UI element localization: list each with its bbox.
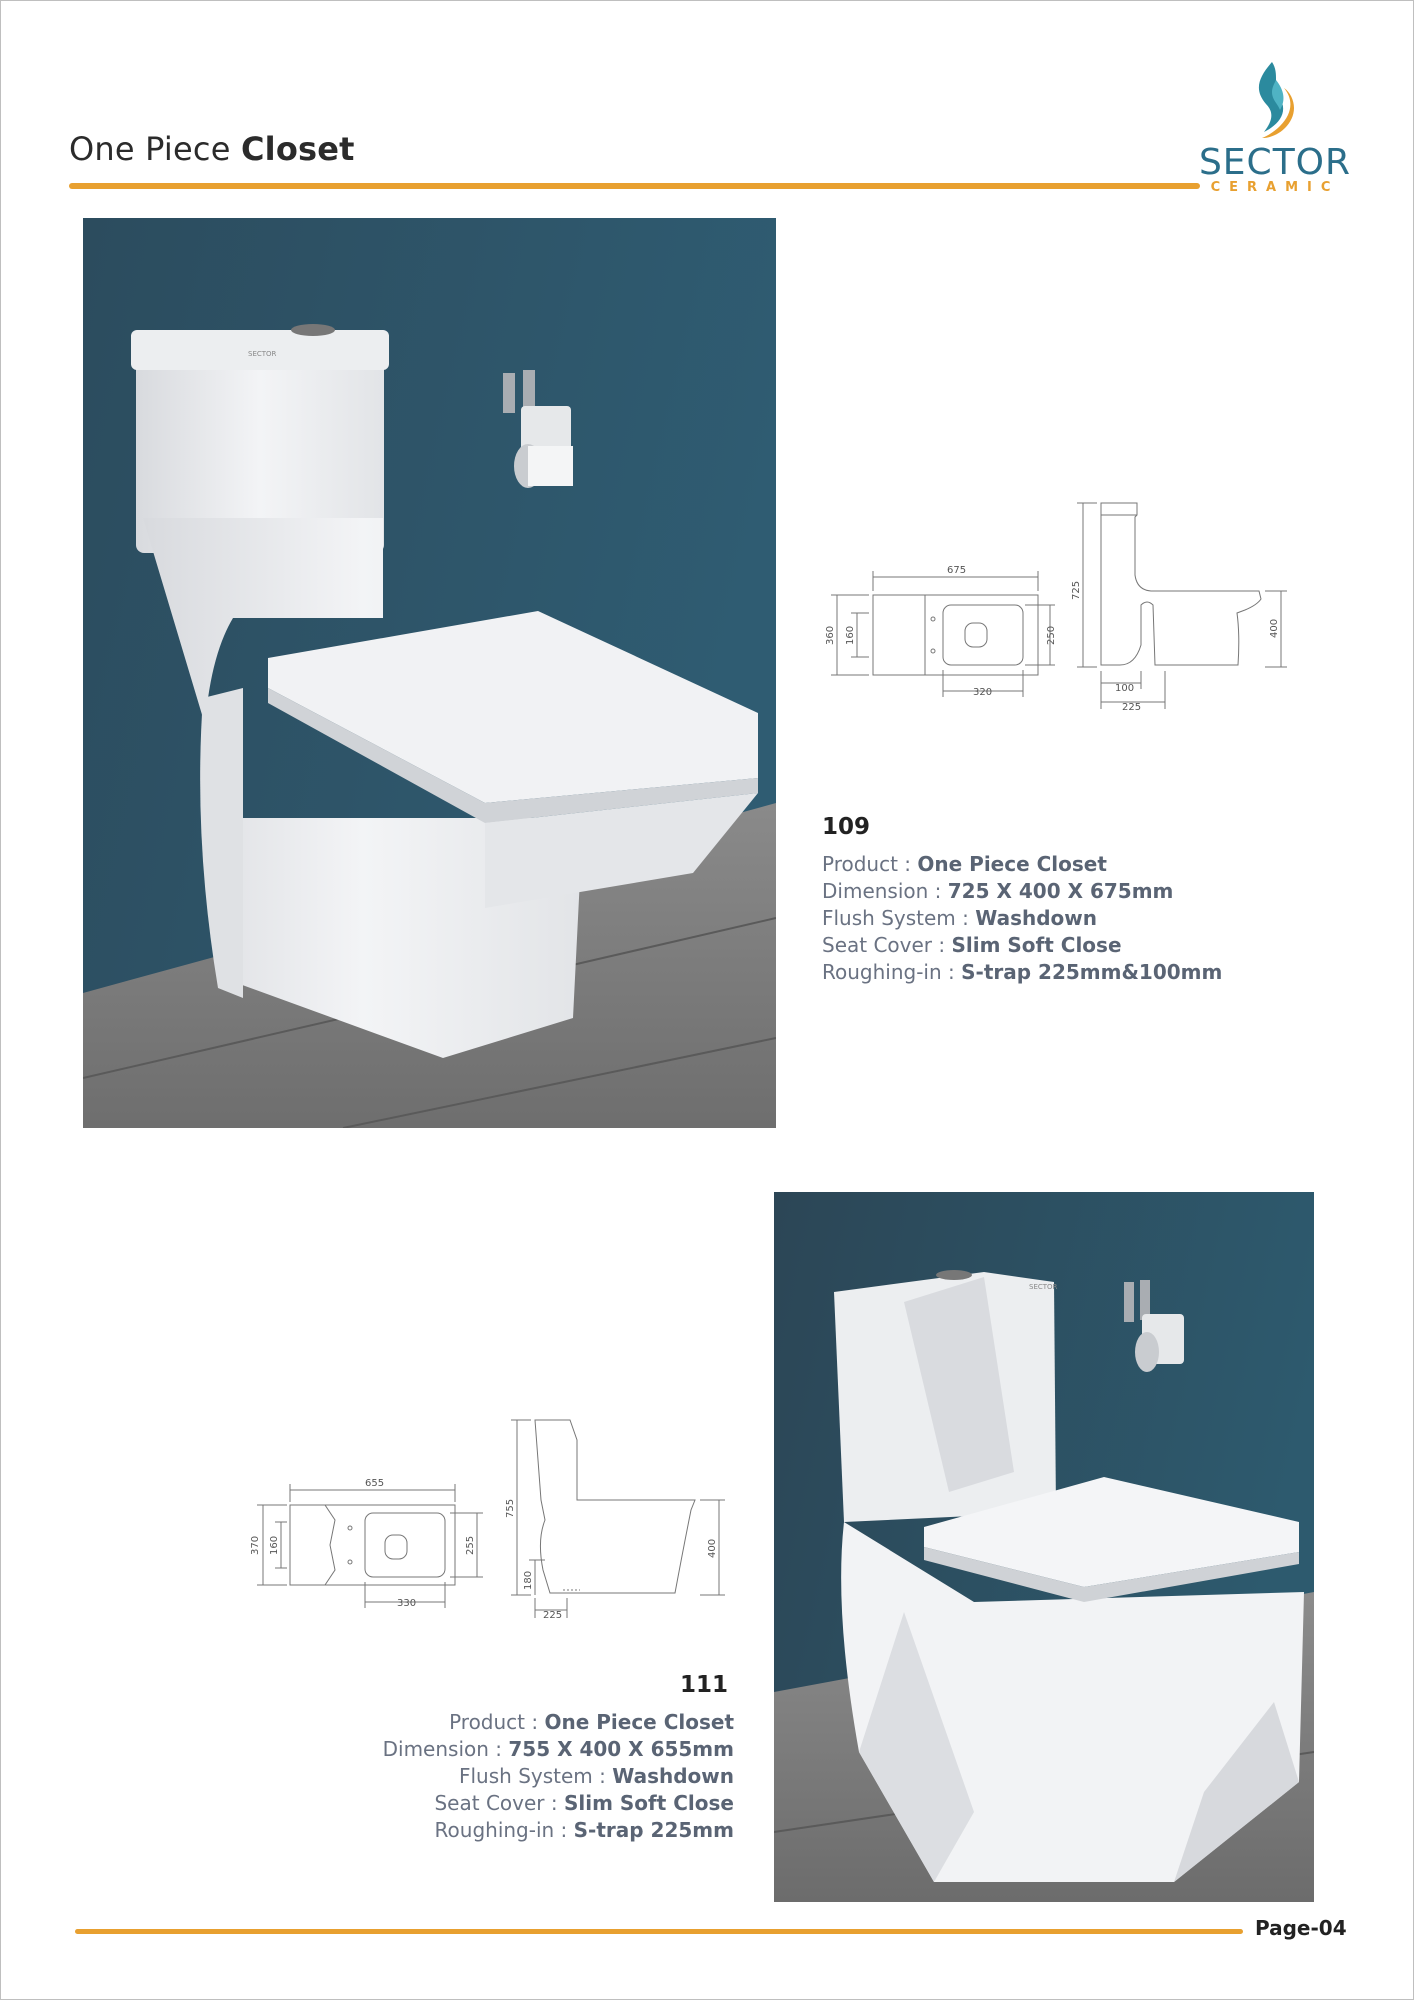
dim-width: 360 [825, 625, 836, 645]
dim-width: 370 [250, 1535, 261, 1555]
spec-row-product: Product : One Piece Closet [449, 1710, 734, 1734]
spec-row-seat: Seat Cover : Slim Soft Close [434, 1791, 734, 1815]
dim-seat-height: 400 [1269, 618, 1280, 638]
dim-base: 320 [973, 687, 993, 698]
dim-rough2: 225 [1122, 702, 1142, 713]
product-109-specs [822, 812, 1342, 986]
footer-rule [75, 1929, 1243, 1934]
dim-length: 675 [947, 565, 967, 576]
page-title [69, 130, 355, 168]
spec-row-dimension: Dimension : 725 X 400 X 675mm [822, 879, 1174, 903]
spec-row-product: Product : One Piece Closet [822, 852, 1107, 876]
dim-bowl: 250 [1046, 625, 1057, 645]
brand-logo [1195, 60, 1355, 200]
dim-rough: 225 [543, 1610, 563, 1621]
dim-bowl: 255 [465, 1535, 476, 1555]
dim-height: 755 [505, 1498, 516, 1518]
photo-brand-label: SECTOR [1029, 1283, 1058, 1291]
product-111-photo [774, 1192, 1314, 1902]
spec-row-seat: Seat Cover : Slim Soft Close [822, 933, 1122, 957]
dim-length: 655 [365, 1478, 385, 1489]
dim-inner: 160 [845, 625, 856, 645]
product-code: 111 [679, 1672, 728, 1698]
page-number: Page-04 [1255, 1916, 1347, 1940]
spec-row-roughing: Roughing-in : S-trap 225mm [434, 1818, 734, 1842]
spec-row-roughing: Roughing-in : S-trap 225mm&100mm [822, 960, 1223, 984]
brand-name: SECTOR [1198, 142, 1352, 183]
flame-icon [1250, 60, 1298, 140]
dim-height: 725 [1071, 580, 1082, 600]
title-bold: Closet [240, 130, 355, 168]
dim-rough1: 100 [1115, 683, 1135, 694]
dim-trap: 180 [523, 1570, 534, 1590]
spec-row-dimension: Dimension : 755 X 400 X 655mm [382, 1737, 734, 1761]
dim-base: 330 [397, 1598, 417, 1609]
dim-inner: 160 [269, 1535, 280, 1555]
product-111-drawing [245, 1410, 740, 1625]
product-109-drawing [825, 495, 1295, 725]
product-109-photo [83, 218, 776, 1128]
header-rule [69, 183, 1200, 189]
brand-subtitle: CERAMIC [1210, 180, 1340, 195]
dim-seat-height: 400 [707, 1538, 718, 1558]
title-regular: One Piece [69, 130, 231, 168]
product-111-specs [320, 1670, 734, 1844]
spec-row-flush: Flush System : Washdown [822, 906, 1097, 930]
photo-brand-label: SECTOR [248, 350, 277, 358]
spec-row-flush: Flush System : Washdown [459, 1764, 734, 1788]
product-code: 109 [822, 814, 871, 840]
